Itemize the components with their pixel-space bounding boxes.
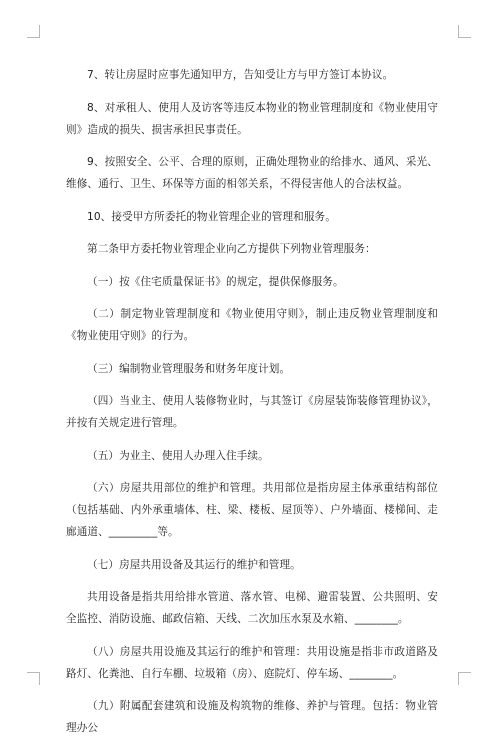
service-item-8: （八）房屋共用设施及其运行的维护和管理：共用设施是指非市政道路及路灯、化粪池、自行车棚、垃圾箱（房）、庭院灯、停车场、________。 xyxy=(66,645,438,680)
document-body xyxy=(66,64,438,750)
paragraph-8-liability: 8、对承租人、使用人及访客等违反本物业的物业管理制度和《物业使用守则》造成的损失、损害承担民事责任。 xyxy=(66,101,438,136)
shared-equipment-definition: 共用设备是指共用给排水管道、落水管、电梯、避雷装置、公共照明、安全监控、消防设施、邮政信箱、天线、二次加压水泵及水箱、________。 xyxy=(66,591,438,625)
paragraph-7-transfer-notice: 7、转让房屋时应事先通知甲方，告知受让方与甲方签订本协议。 xyxy=(87,69,394,81)
service-item-5: （五）为业主、使用人办理入住手续。 xyxy=(87,449,269,462)
service-item-3: （三）编制物业管理服务和财务年度计划。 xyxy=(87,362,291,375)
crop-mark-bottom-right xyxy=(458,672,471,685)
crop-mark-top-right xyxy=(458,25,471,38)
service-item-4: （四）当业主、使用人装修物业时，与其签订《房屋装饰装修管理协议》，并按有关规定进行管理。 xyxy=(66,395,438,429)
paragraph-9-neighbor-relations: 9、按照安全、公平、合理的原则，正确处理物业的给排水、通风、采光、维修、通行、卫生、环保等方面的相邻关系，不得侵害他人的合法权益。 xyxy=(66,156,438,190)
service-item-2: （二）制定物业管理制度和《物业使用守则》，制止违反物业管理制度和《物业使用守则》的行为。 xyxy=(66,308,438,342)
paragraph-10-accept-management: 10、接受甲方所委托的物业管理企业的管理和服务。 xyxy=(87,210,336,223)
service-item-9: （九）附属配套建筑和设施及构筑物的维修、养护与管理。包括：物业管理办公 xyxy=(66,700,438,734)
service-item-1: （一）按《住宅质量保证书》的规定，提供保修服务。 xyxy=(87,275,344,288)
article-2-heading: 第二条甲方委托物业管理企业向乙方提供下列物业管理服务： xyxy=(87,243,376,255)
service-item-7: （七）房屋共用设备及其运行的维护和管理。 xyxy=(87,558,301,571)
service-item-6: （六）房屋共用部位的维护和管理。共用部位是指房屋主体承重结构部位（包括基础、内外承重墙体、柱、梁、楼板、屋顶等）、户外墙面、楼梯间、走廊通道、_________等。 xyxy=(66,482,438,538)
crop-mark-bottom-left xyxy=(27,672,40,685)
crop-mark-top-left xyxy=(27,25,40,38)
